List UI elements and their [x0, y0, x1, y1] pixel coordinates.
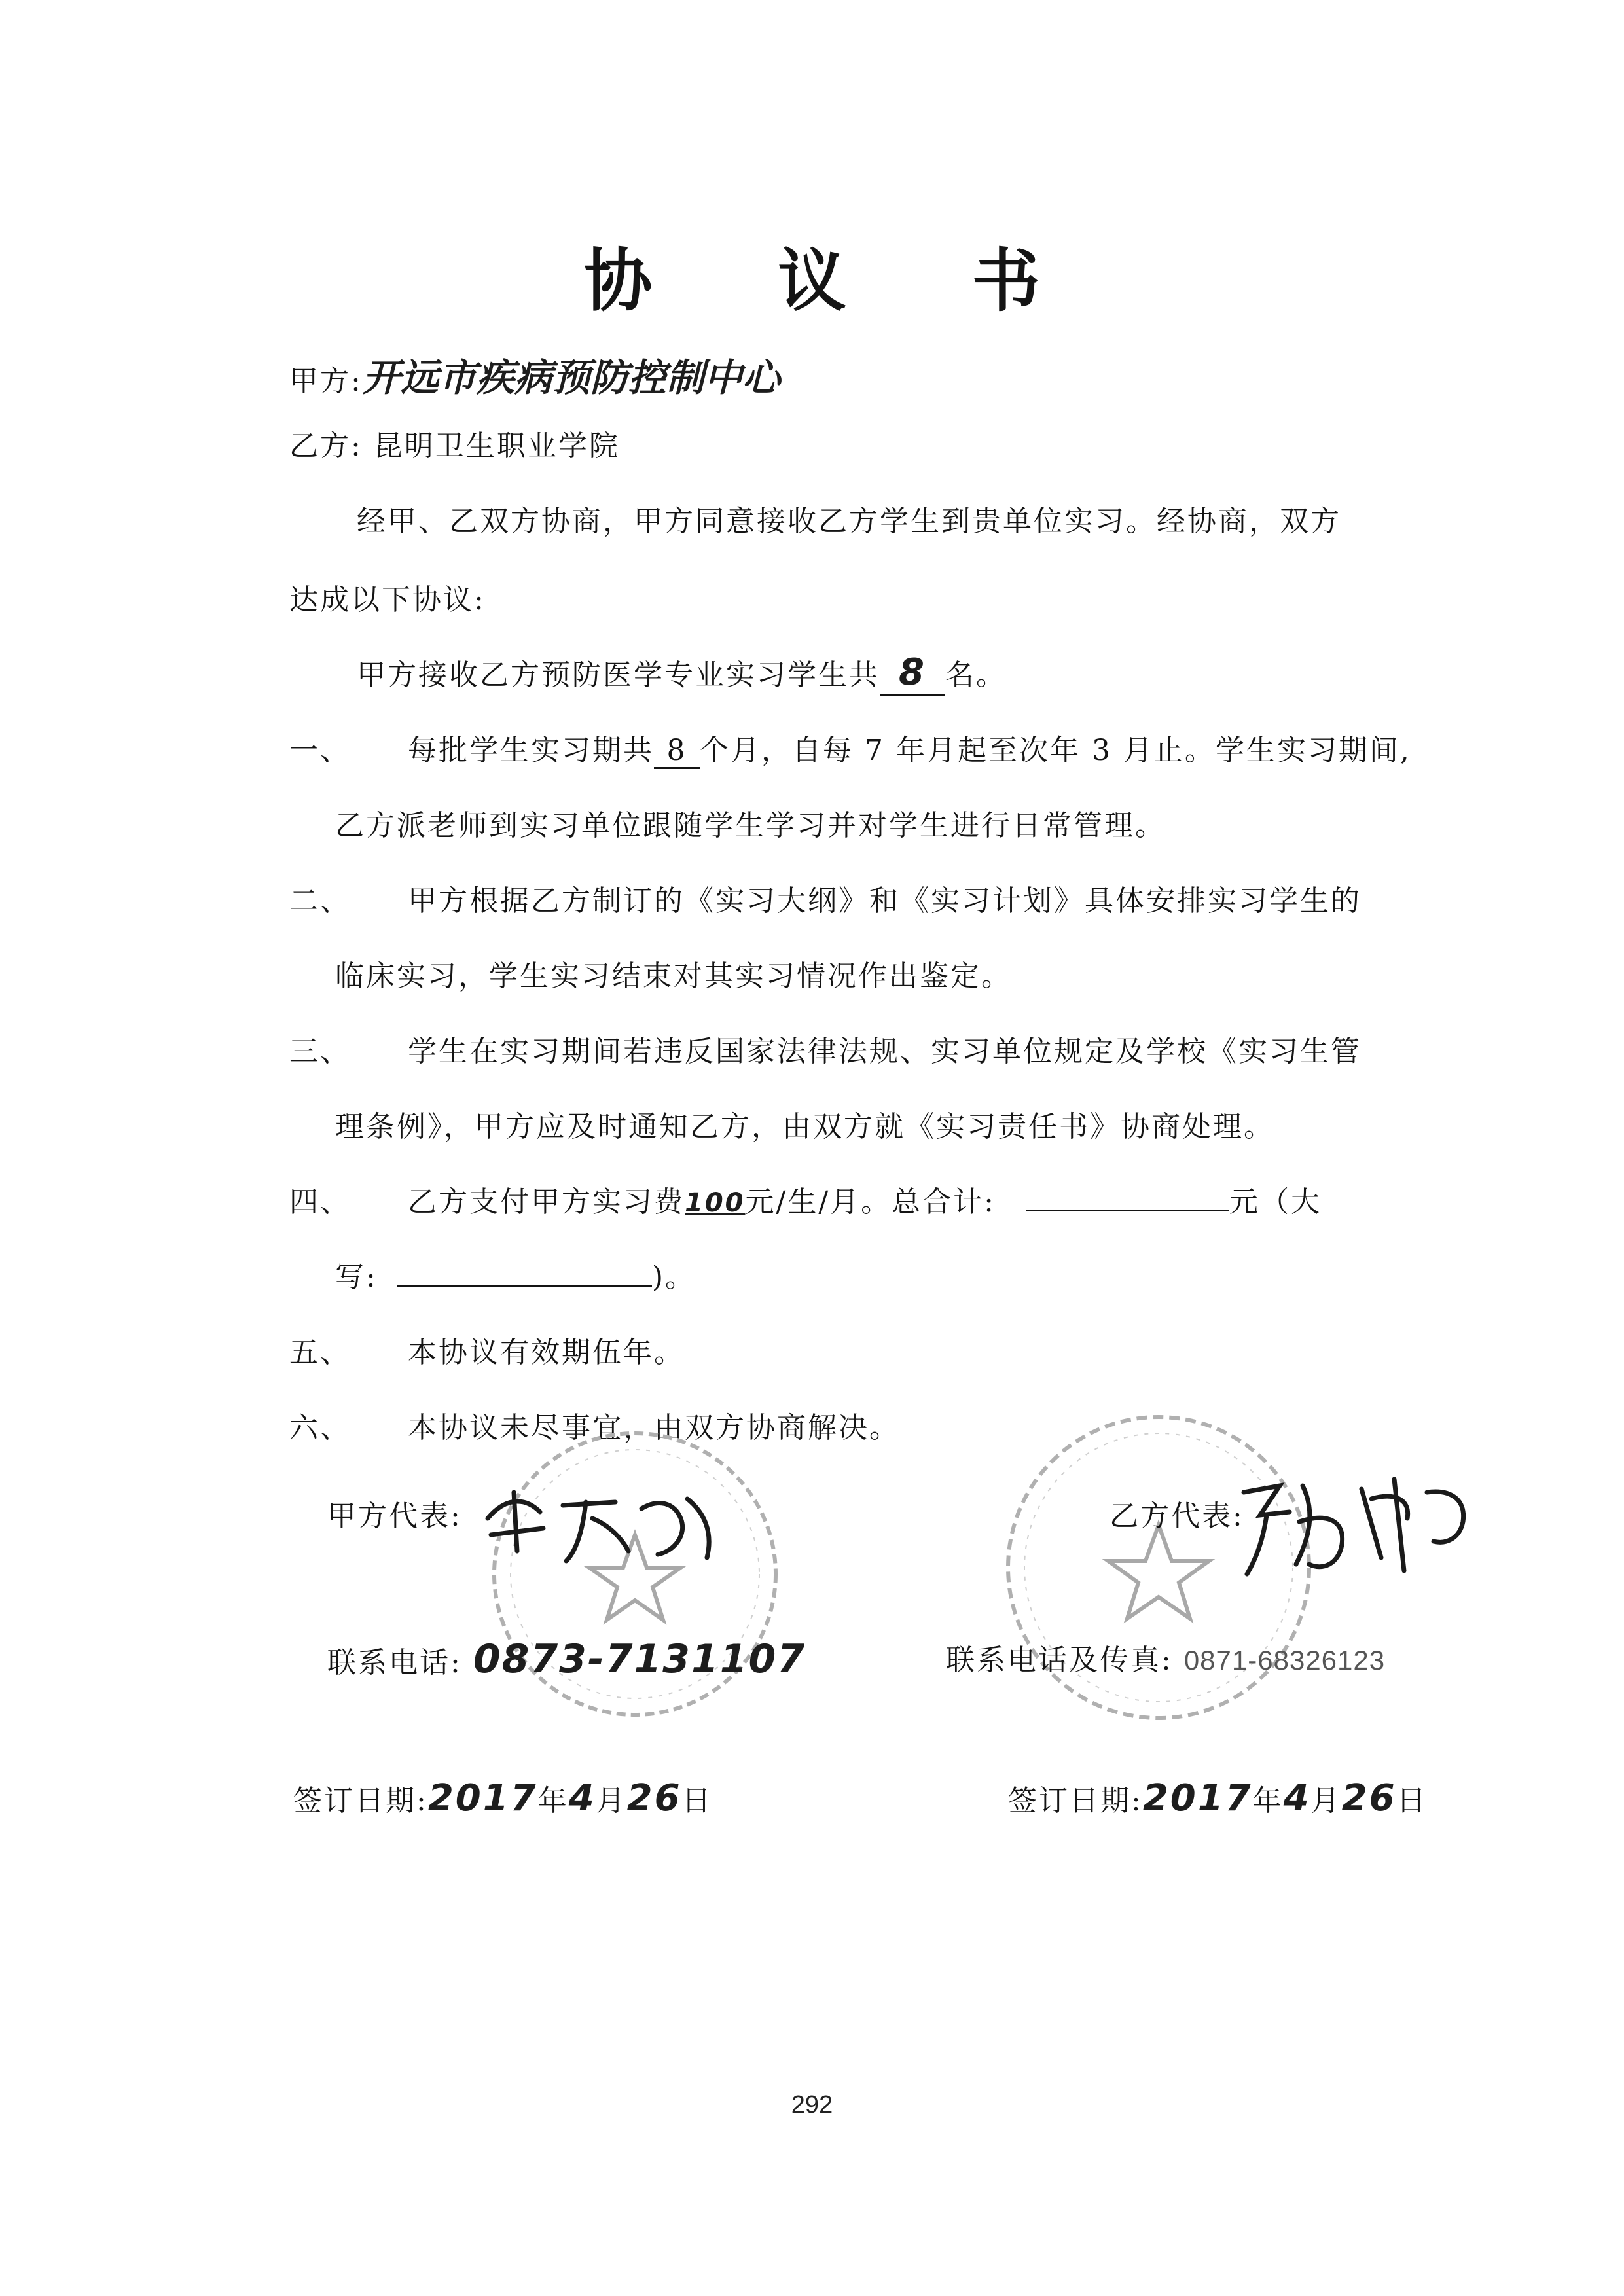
party-a-phone-line	[327, 1636, 806, 1682]
party-b-label: 乙方:	[289, 429, 363, 463]
intro-line-2: 达成以下协议:	[289, 583, 486, 617]
party-a-date-day-unit: 日	[681, 1784, 713, 1818]
clause-2-line-2: 临床实习，学生实习结束对其实习情况作出鉴定。	[335, 960, 1012, 993]
clause-1-line-2: 乙方派老师到实习单位跟随学生学习并对学生进行日常管理。	[335, 809, 1166, 842]
party-b-date-month: 4	[1283, 1777, 1311, 1820]
fee-value: 100	[685, 1188, 746, 1218]
party-a-signature-image	[478, 1473, 727, 1571]
clause-5-text: 本协议有效期伍年。	[408, 1336, 685, 1369]
clause-1-months: 8	[666, 734, 687, 767]
clause-6-text: 本协议未尽事宜，由双方协商解决。	[408, 1411, 900, 1444]
clause-3-number: 三、	[289, 1035, 351, 1068]
party-a-date-day: 26	[626, 1777, 682, 1820]
clause-2-line-1	[289, 877, 1362, 919]
party-a-date-line	[293, 1777, 713, 1820]
party-b-date-line	[1008, 1777, 1428, 1820]
months-blank	[654, 734, 700, 769]
clause-1-text-b: 个月，自每 7 年月起至次年 3 月止。学生实习期间,	[700, 734, 1411, 767]
party-b-date-month-unit: 月	[1310, 1784, 1342, 1818]
party-b-signature-image	[1231, 1460, 1492, 1590]
clause-5-line-1	[289, 1329, 685, 1371]
students-prefix: 甲方接收乙方预防医学专业实习学生共	[357, 658, 880, 692]
party-a-date-month: 4	[568, 1777, 596, 1820]
clause-2-text: 甲方根据乙方制订的《实习大纲》和《实习计划》具体安排实习学生的	[408, 884, 1362, 918]
party-b-date-day-unit: 日	[1396, 1784, 1428, 1818]
clause-4-text-a: 乙方支付甲方实习费	[408, 1185, 685, 1219]
clause-4-number: 四、	[289, 1185, 351, 1219]
party-a-line	[289, 347, 780, 402]
clause-4-line-2	[335, 1253, 696, 1295]
clause-1-text-a: 每批学生实习期共	[408, 734, 654, 767]
clause-5-number: 五、	[289, 1336, 351, 1369]
students-count: 8	[899, 651, 926, 694]
party-b-rep-label: 乙方代表:	[1110, 1499, 1244, 1533]
clause-1-number: 一、	[289, 734, 351, 767]
party-a-rep-label: 甲方代表:	[327, 1499, 462, 1533]
clause-6-number: 六、	[289, 1411, 351, 1444]
party-b-line	[289, 422, 620, 464]
party-a-phone-label: 联系电话:	[327, 1646, 462, 1679]
clause-2-number: 二、	[289, 884, 351, 918]
clause-3-line-2: 理条例》，甲方应及时通知乙方，由双方就《实习责任书》协商处理。	[335, 1110, 1274, 1143]
page-number: 292	[791, 2091, 833, 2119]
party-a-date-year: 2017	[427, 1777, 538, 1820]
party-a-rep	[327, 1492, 462, 1534]
clause-4-text-d: 写:	[335, 1261, 378, 1294]
document-title: 协 议 书	[584, 240, 1091, 321]
party-b-phone: 0871-68326123	[1183, 1645, 1386, 1676]
students-suffix: 名。	[945, 658, 1007, 692]
party-b-phone-line	[946, 1636, 1385, 1678]
clause-4-text-c: 元（大	[1229, 1185, 1322, 1219]
party-b-date-label: 签订日期:	[1008, 1784, 1143, 1818]
party-b-date-year-unit: 年	[1252, 1784, 1284, 1818]
party-b-phone-label: 联系电话及传真:	[946, 1643, 1173, 1677]
students-count-blank	[880, 651, 945, 696]
party-a-name: 开远市疾病预防控制中心	[362, 355, 780, 400]
intro-line-1: 经甲、乙双方协商，甲方同意接收乙方学生到贵单位实习。经协商，双方	[357, 505, 1341, 538]
party-a-phone: 0873-7131107	[473, 1636, 806, 1682]
party-a-date-label: 签订日期:	[293, 1784, 428, 1818]
party-b-date-year: 2017	[1142, 1777, 1253, 1820]
party-b-rep	[1110, 1492, 1244, 1534]
clause-3-text: 学生在实习期间若违反国家法律法规、实习单位规定及学校《实习生管	[408, 1035, 1362, 1068]
total-blank	[1026, 1210, 1229, 1211]
clause-4-line-1	[289, 1178, 1322, 1220]
clause-1-line-1	[289, 726, 1411, 769]
clause-4-text-e: )。	[651, 1261, 696, 1294]
party-a-date-year-unit: 年	[537, 1784, 569, 1818]
clause-4-text-b: 元/生/月。总合计:	[745, 1185, 996, 1219]
students-line	[357, 651, 1007, 696]
party-b-date-day: 26	[1341, 1777, 1397, 1820]
total-in-words-blank	[397, 1285, 652, 1287]
clause-3-line-1	[289, 1028, 1362, 1069]
party-a-date-month-unit: 月	[596, 1784, 627, 1818]
party-b-name: 昆明卫生职业学院	[373, 429, 620, 463]
party-a-label: 甲方:	[289, 365, 363, 398]
